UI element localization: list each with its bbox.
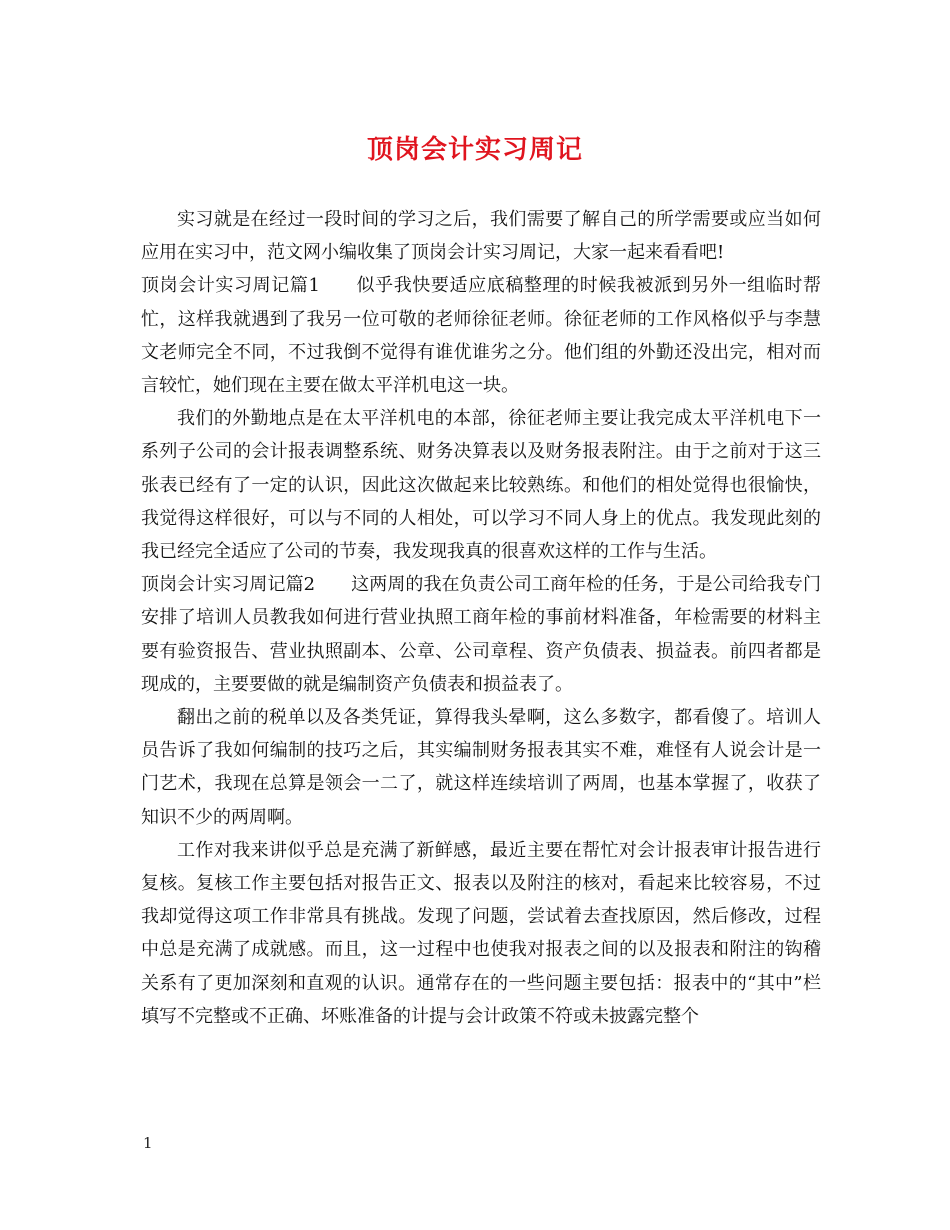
section-2-paragraph — [141, 568, 821, 701]
page-number: 1 — [143, 1134, 153, 1152]
paragraph-2: 我们的外勤地点是在太平洋机电的本部，徐征老师主要让我完成太平洋机电下一系列子公司的会计报表调整系统、财务决算表以及财务报表附注。由于之前对于这三张表已经有了一定的认识，因此这次做起来比较熟练。和他们的相处觉得也很愉快，我觉得这样很好，可以与不同的人相处，可以学习不同人身上的优点。我发现此刻的我已经完全适应了公司的节奏，我发现我真的很喜欢这样的工作与生活。 — [141, 408, 821, 563]
section-1-text: 似乎我快要适应底稿整理的时候我被派到另外一组临时帮忙，这样我就遇到了我另一位可敬的老师徐征老师。徐征老师的工作风格似乎与李慧文老师完全不同，不过我倒不觉得有谁优谁劣之分。他们组的外勤还没出完，相对而言较忙，她们现在主要在做太平洋机电这一块。 — [141, 275, 821, 397]
intro-paragraph: 实习就是在经过一段时间的学习之后，我们需要了解自己的所学需要或应当如何应用在实习中，范文网小编收集了顶岗会计实习周记，大家一起来看看吧! — [141, 209, 821, 264]
paragraph-5: 工作对我来讲似乎总是充满了新鲜感，最近主要在帮忙对会计报表审计报告进行复核。复核工作主要包括对报告正文、报表以及附注的核对，看起来比较容易，不过我却觉得这项工作非常具有挑战。发现了问题，尝试着去查找原因，然后修改，过程中总是充满了成就感。而且，这一过程中也使我对报表之间的以及报表和附注的钩稽关系有了更加深刻和直观的认识。通常存在的一些问题主要包括：报表中的“其中”栏填写不完整或不正确、坏账准备的计提与会计政策不符或未披露完整个 — [141, 839, 821, 1027]
section-1-label: 顶岗会计实习周记篇1 — [141, 275, 320, 297]
section-2-label: 顶岗会计实习周记篇2 — [141, 574, 316, 596]
document-title: 顶岗会计实习周记 — [366, 135, 583, 165]
document-body — [141, 203, 821, 1033]
paragraph-4: 翻出之前的税单以及各类凭证，算得我头晕啊，这么多数字，都看傻了。培训人员告诉了我如何编制的技巧之后，其实编制财务报表其实不难，难怪有人说会计是一门艺术，我现在总算是领会一二了，就这样连续培训了两周，也基本掌握了，收获了知识不少的两周啊。 — [141, 707, 821, 828]
section-2-text: 这两周的我在负责公司工商年检的任务，于是公司给我专门安排了培训人员教我如何进行营业执照工商年检的事前材料准备，年检需要的材料主要有验资报告、营业执照副本、公章、公司章程、资产负债表、损益表。前四者都是现成的，主要要做的就是编制资产负债表和损益表了。 — [141, 574, 821, 695]
section-1-paragraph — [141, 269, 821, 402]
